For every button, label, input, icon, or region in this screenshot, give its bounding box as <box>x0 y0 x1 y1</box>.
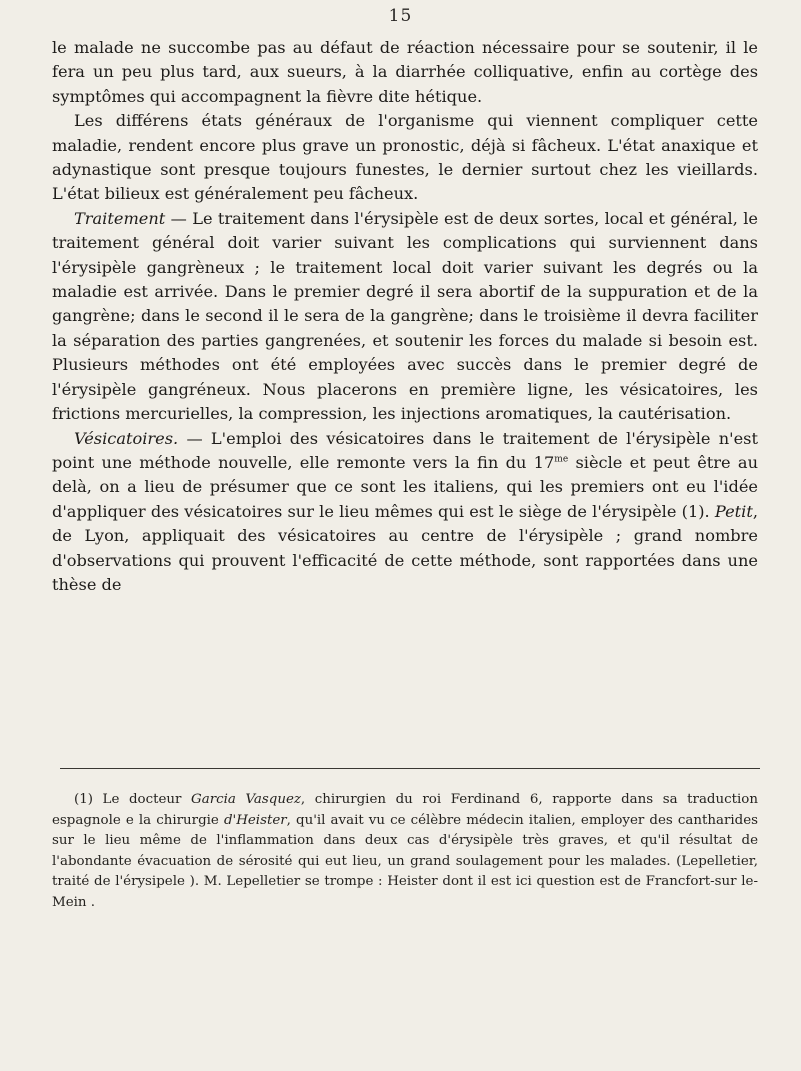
page-number: 15 <box>388 6 413 26</box>
footnote-text-b: , chirurgien du roi Ferdinand 6, rapporte dans sa traduction espagnole e la chirurgie <box>52 792 758 828</box>
paragraph-vesicatoires-text-b: siècle et peut être au delà, on a lieu de présumer que ce sont les italiens, qui les premiers ont eu l'idée d'appliquer des vésicatoires sur le lieu mêmes qui est le siège de l'érysipèle (1). <box>52 452 758 521</box>
name-petit: Petit <box>714 501 753 521</box>
paragraph-vesicatoires-text-a: — L'emploi des vésicatoires dans le traitement de l'érysipèle n'est point une méthode nouvelle, elle remonte vers la fin du 17 <box>52 428 758 472</box>
footnote-1 <box>52 790 758 914</box>
paragraph-1-text: le malade ne succombe pas au défaut de réaction nécessaire pour se soutenir, il le fera un peu plus tard, aux sueurs, à la diarrhée colliquative, enfin au cortège des symptômes qui accompagnent la fièvre dite hétique. <box>52 38 758 106</box>
paragraph-vesicatoires-text-c: , de Lyon, appliquait des vésicatoires au centre de l'érysipèle ; grand nombre d'observations qui prouvent l'efficacité de cette méthode, sont rapportées dans une thèse de <box>52 501 758 594</box>
footnote-name-heister: d'Heister <box>223 812 287 828</box>
section-heading-vesicatoires: Vésicatoires. <box>74 428 179 448</box>
body-text <box>52 36 758 597</box>
paragraph-2-text: Les différens états généraux de l'organisme qui viennent compliquer cette maladie, rendent encore plus grave un pronostic, déjà si fâcheux. L'état anaxique et adynastique sont presque toujours funestes, le dernier surtout chez les vieillards. L'état bilieux est généralement peu fâcheux. <box>52 111 758 204</box>
footnote-separator <box>60 768 760 769</box>
paragraph-vesicatoires <box>52 427 758 598</box>
footnote <box>52 790 758 914</box>
paragraph-traitement <box>52 207 758 427</box>
footnote-text-c: , qu'il avait vu ce célèbre médecin italien, employer des cantharides sur le lieu même de l'inflammation dans deux cas d'érysipèle très graves, et qu'il résultat de l'abondante évacuation de sérosité qui eut lieu, un grand soulagement pour les malades. (Lepelletier, traité de l'érysipele ). M. Lepelletier se trompe : Heister dont il est ici question est de Francfort-sur le-Mein . <box>52 812 758 910</box>
superscript-me: me <box>554 454 569 465</box>
paragraph-traitement-text: — Le traitement dans l'érysipèle est de deux sortes, local et général, le traitement général doit varier suivant les complications qui surviennent dans l'érysipèle gangrèneux ; le traitement local doit varier suivant les degrés ou la maladie est arrivée. Dans le premier degré il sera abortif de la suppuration et de la gangrène; dans le second il le sera de la gangrène; dans le troisième il devra faciliter la séparation des parties gangrenées, et soutenir les forces du malade si besoin est. Plusieurs méthodes ont été employées avec succès dans le premier degré de l'érysipèle gangréneux. Nous placerons en première ligne, les vésicatoires, les frictions mercurielles, la compression, les injections aromatiques, la cautérisation. <box>52 208 758 424</box>
paragraph-2 <box>52 109 758 207</box>
footnote-name-garcia: Garcia Vasquez <box>191 792 301 807</box>
section-heading-traitement: Traitement <box>74 208 166 228</box>
footnote-text-a: (1) Le docteur <box>74 792 192 807</box>
paragraph-1 <box>52 36 758 109</box>
